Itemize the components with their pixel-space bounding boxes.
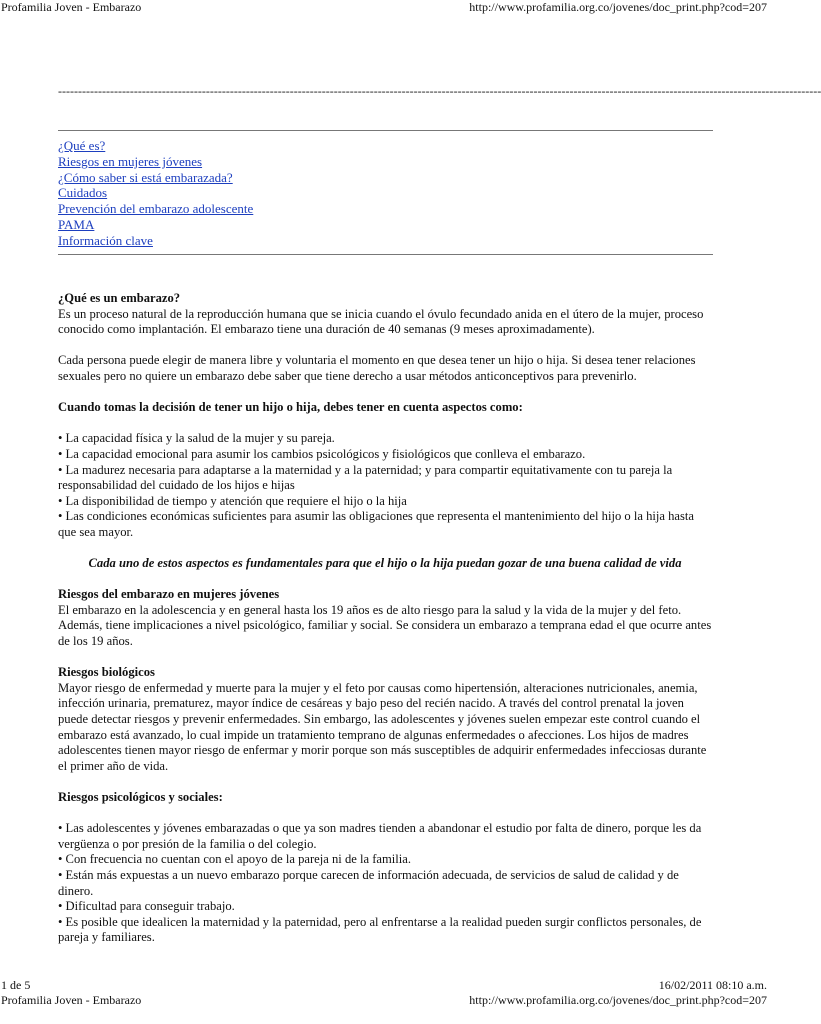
list-item: • Dificultad para conseguir trabajo. [58,899,235,914]
footer-site-title: Profamilia Joven - Embarazo [1,993,142,1007]
toc-link-informacion-clave[interactable]: Información clave [58,232,153,248]
paragraph-que-es: Es un proceso natural de la reproducción humana que se inicia cuando el óvulo fecundado anida en el útero de la mujer, proceso conocido como implantación. El embarazo tiene una duración de 40 semanas (9 meses aproximadamente). [58,306,704,337]
list-item: • La capacidad emocional para asumir los cambios psicológicos y fisiológicos que conlleva el embarazo. [58,446,586,461]
article-body [58,291,712,946]
top-divider [58,130,713,131]
section-heading-que-es: ¿Qué es un embarazo? [58,291,181,305]
paragraph-riesgos: El embarazo en la adolescencia y en general hasta los 19 años es de alto riesgo para la salud y la vida de la mujer y del feto. Además, tiene implicaciones a nivel psicológico, familiar y social. Se considera un embarazo a temprana edad el que ocurre antes de los 19 años. [58,602,712,649]
toc-link-como-saber[interactable]: ¿Cómo saber si está embarazada? [58,169,233,185]
list-item: • Con frecuencia no cuentan con el apoyo de la pareja ni de la familia. [58,852,412,867]
toc-link-prevencion[interactable]: Prevención del embarazo adolescente [58,201,254,217]
highlight-quote: Cada uno de estos aspectos es fundamentales para que el hijo o la hija puedan gozar de una buena calidad de vida [88,556,682,571]
decision-list [58,431,712,540]
list-item: • Están más expuestas a un nuevo embarazo porque carecen de información adecuada, de servicios de salud de calidad y de dinero. [58,867,679,898]
print-datetime: 16/02/2011 08:10 a.m. [658,978,767,992]
toc-link-cuidados[interactable]: Cuidados [58,185,108,201]
bottom-divider [58,254,713,255]
page-number: 1 de 5 [1,978,31,992]
table-of-contents [58,138,253,249]
header-site-title: Profamilia Joven - Embarazo [1,0,142,14]
toc-link-riesgos[interactable]: Riesgos en mujeres jóvenes [58,153,203,169]
section-heading-biologicos: Riesgos biológicos [58,665,155,680]
list-item: • Las adolescentes y jóvenes embarazadas o que ya son madres tienden a abandonar el estudio por falta de dinero, porque les da vergüenza o por presión de la familia o del colegio. [58,821,702,851]
section-heading-decision: Cuando tomas la decisión de tener un hijo o hija, debes tener en cuenta aspectos como: [58,400,523,415]
section-heading-psicologicos: Riesgos psicológicos y sociales: [58,790,223,804]
header-url: http://www.profamilia.org.co/jovenes/doc_print.php?cod=207 [469,0,767,14]
list-item: • La disponibilidad de tiempo y atención que requiere el hijo o la hija [58,493,407,508]
psico-list [58,821,712,946]
list-item: • La madurez necesaria para adaptarse a la maternidad y a la paternidad; y para compartir equitativamente con tu pareja la responsabilidad del cuidado de los hijos e hijas [58,462,673,493]
toc-link-que-es[interactable]: ¿Qué es? [58,138,106,153]
list-item: • La capacidad física y la salud de la mujer y su pareja. [58,431,335,446]
dashed-separator: ----------------------------------------------------------------------------------------------------------------------------------------------------------------------------------------------- [58,84,821,98]
toc-link-pama[interactable]: PAMA [58,216,95,232]
footer-url: http://www.profamilia.org.co/jovenes/doc_print.php?cod=207 [469,993,767,1007]
paragraph-biologicos: Mayor riesgo de enfermedad y muerte para la mujer y el feto por causas como hipertensión, alteraciones nutricionales, anemia, infección urinaria, prematurez, mayor índice de cesáreas y bajo peso del recién nacido. A través del control prenatal la joven puede detectar riesgos y prevenir enfermedades. Sin embargo, las adolescentes y jóvenes suelen empezar este control cuando el embarazo está avanzado, lo cual impide un tratamiento temprano de algunas enfermedades o afecciones. Los hijos de madres adolescentes tienen mayor riesgo de enfermar y morir porque son más susceptibles de adquirir enfermedades infecciosas durante el primer año de vida. [58,680,707,773]
paragraph-cada-persona: Cada persona puede elegir de manera libre y voluntaria el momento en que desea tener un hijo o hija. Si desea tener relaciones sexuales pero no quiere un embarazo debe saber que tiene derecho a usar métodos anticonceptivos para prevenirlo. [58,353,696,383]
list-item: • Es posible que idealicen la maternidad y la paternidad, pero al enfrentarse a la realidad pueden surgir conflictos personales, de pareja y familiares. [58,914,702,945]
section-heading-riesgos: Riesgos del embarazo en mujeres jóvenes [58,587,280,602]
list-item: • Las condiciones económicas suficientes para asumir las obligaciones que representa el mantenimiento del hijo o la hija hasta que sea mayor. [58,509,694,539]
